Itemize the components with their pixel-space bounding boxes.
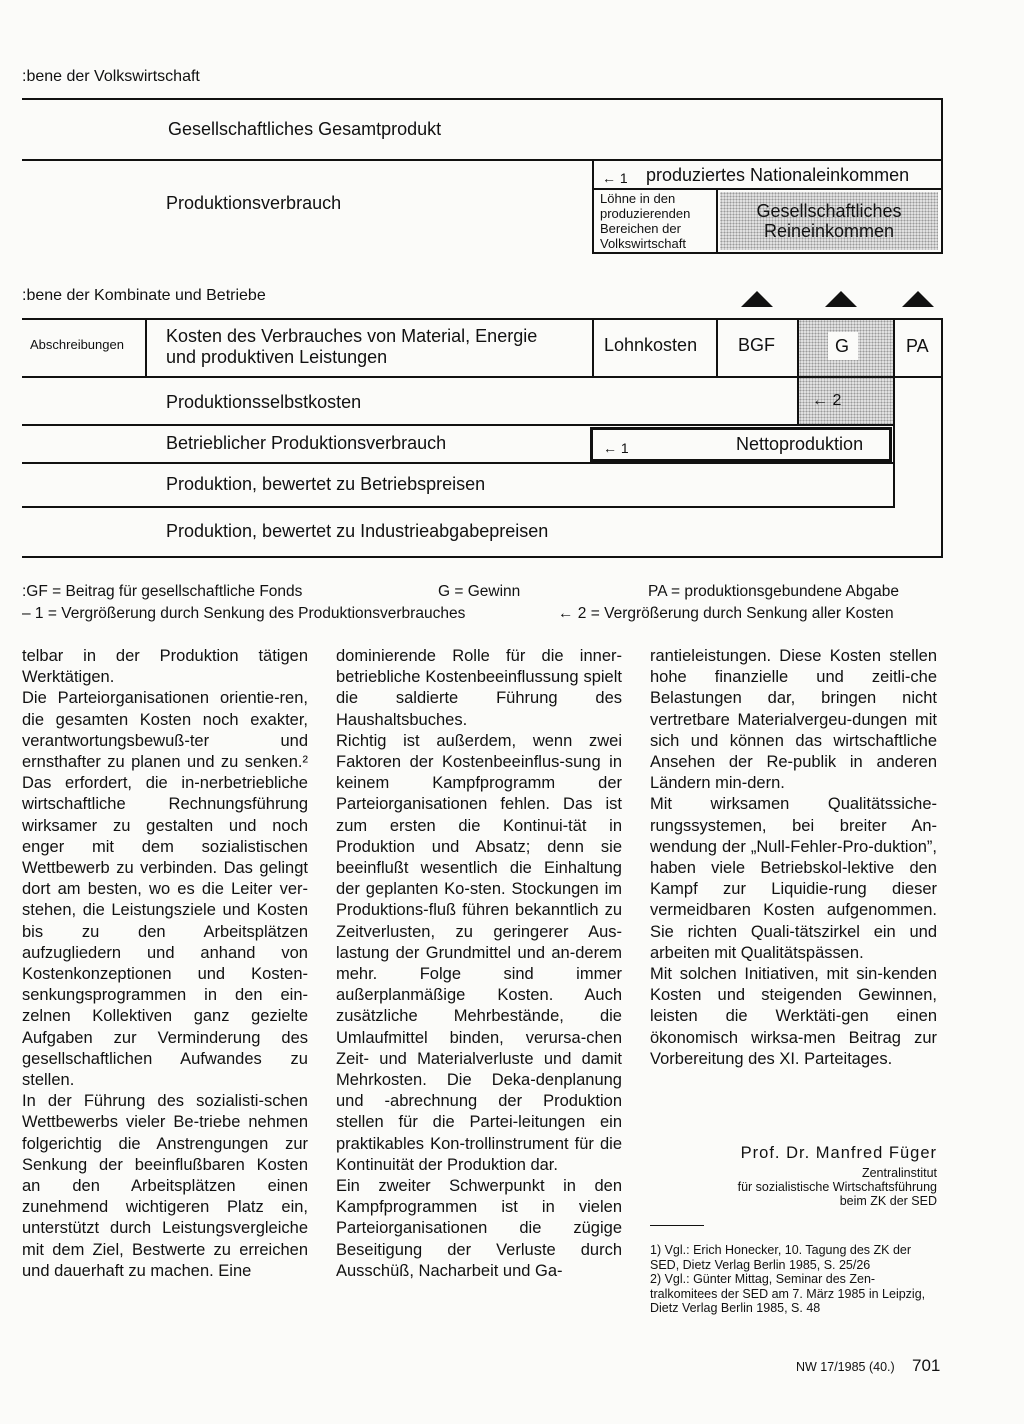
rule bbox=[22, 159, 593, 161]
footnote: 1) Vgl.: Erich Honecker, 10. Tagung des ZK der SED, Dietz Verlag Berlin 1985, S. 25/26 bbox=[650, 1243, 912, 1272]
triangle-marker-icon bbox=[825, 291, 857, 307]
rule bbox=[592, 252, 943, 254]
institute-line: beim ZK der SED bbox=[839, 1194, 937, 1208]
level1-title: :bene der Volkswirtschaft bbox=[22, 68, 200, 85]
reineinkommen-box bbox=[720, 192, 938, 250]
footnote: 2) Vgl.: Günter Mittag, Seminar des Zen-tralkomitees der SED am 7. März 1985 in Leipzig, Dietz Verlag Berlin 1985, S. 48 bbox=[650, 1272, 926, 1315]
issue-label: NW 17/1985 (40.) bbox=[796, 1360, 895, 1374]
rule bbox=[22, 376, 943, 378]
reineinkommen-line: Gesellschaftliches bbox=[756, 201, 902, 221]
nettoproduktion-label: Nettoproduktion bbox=[736, 434, 864, 454]
rule bbox=[22, 506, 895, 508]
level2-title: :bene der Kombinate und Betriebe bbox=[22, 287, 266, 304]
rule bbox=[145, 318, 147, 378]
bgf-label: BGF bbox=[738, 335, 776, 355]
institute-line: Zentralinstitut bbox=[861, 1166, 937, 1180]
loehne-line: Bereichen der bbox=[600, 221, 681, 236]
betriebspreise-label: Produktion, bewertet zu Betriebspreisen bbox=[166, 474, 486, 494]
legend-2: ← 2 = Vergrößerung durch Senkung aller Kosten bbox=[558, 605, 894, 622]
produktionsverbrauch-label: Produktionsverbrauch bbox=[166, 193, 342, 213]
institute-line: für sozialistische Wirtschaftsführung bbox=[737, 1180, 937, 1194]
rule bbox=[592, 318, 594, 378]
pa-label: PA bbox=[906, 336, 929, 356]
triangle-marker-icon bbox=[902, 291, 934, 307]
kosten-verbrauch-label bbox=[166, 326, 537, 368]
gesamtprodukt-label: Gesellschaftliches Gesamtprodukt bbox=[168, 119, 442, 139]
rule bbox=[593, 159, 943, 161]
rule bbox=[797, 318, 799, 426]
footnotes bbox=[650, 1243, 937, 1316]
industriepreise-label: Produktion, bewertet zu Industrieabgabepreisen bbox=[166, 521, 549, 541]
footnote-rule bbox=[650, 1225, 704, 1226]
text-column-3 bbox=[650, 646, 937, 1070]
g-label: G bbox=[835, 336, 850, 356]
legend-bgf: :GF = Beitrag für gesellschaftliche Fonds bbox=[22, 583, 303, 600]
legend-g: G = Gewinn bbox=[438, 583, 521, 600]
author-block bbox=[650, 1144, 937, 1208]
paragraph: Mit solchen Initiativen, mit sin-kenden Kosten und steigenden Gewinnen, leisten die Werktäti-gen einen ökonomisch wirksa-men Beitrag zur Vorbereitung des XI. Parteitages. bbox=[650, 965, 937, 1068]
paragraph: dominierende Rolle für die inner-betriebliche Kostenbeeinflussung spielt die saldierte Führung des Haushaltsbuches. bbox=[336, 647, 622, 729]
rule bbox=[22, 318, 943, 320]
paragraph: telbar in der Produktion tätigen Werktätigen. bbox=[22, 647, 308, 687]
text-column-1 bbox=[22, 646, 308, 1282]
abschreibungen-label: Abschreibungen bbox=[30, 337, 124, 352]
loehne-line: Volkswirtschaft bbox=[600, 236, 686, 251]
nationaleinkommen-label: produziertes Nationaleinkommen bbox=[646, 165, 910, 185]
arrow-1-label: ← 1 bbox=[602, 170, 628, 186]
rule bbox=[22, 462, 895, 464]
rule bbox=[22, 98, 943, 100]
loehne-line: produzierenden bbox=[600, 206, 691, 221]
rule bbox=[893, 318, 895, 508]
lohnkosten-label: Lohnkosten bbox=[604, 335, 698, 355]
rule bbox=[941, 98, 943, 254]
reineinkommen-line: Reineinkommen bbox=[763, 221, 895, 241]
arrow-1b-label: ← 1 bbox=[603, 440, 629, 456]
triangle-marker-icon bbox=[741, 291, 773, 307]
rule bbox=[592, 159, 594, 254]
paragraph: Richtig ist außerdem, wenn zwei Faktoren der Kostenbeeinflus-sung in keinem Kampfprogramm der Parteiorganisationen fehlen. Das ist zum ersten die Kontinui-tät in Produktion und Absatz; denn sie beeinflußt wesentlich die Einhaltung der geplanten Ko-sten. Stockungen im Produktions-fluß führen bekanntlich zu Zeitverlusten, zu geringerer Aus-lastung der Grundmittel und an-derem mehr. Folge sind immer außerplanmäßige Kosten. Auch zusätzliche Mehrbestände, die Umlaufmittel binden, verursa-chen Zeit- und Materialverluste und damit Mehrkosten. Die Deka-denplanung und -abrechnung der Produktion stellen für die Partei-leitungen ein praktikables Kon-trollinstrument für die Kontinuität der Produktion dar. bbox=[336, 731, 622, 1174]
legend-pa: PA = produktionsgebundene Abgabe bbox=[648, 583, 899, 600]
arrow-2-label: ← 2 bbox=[812, 392, 842, 409]
paragraph: Mit wirksamen Qualitätssiche-rungssystemen, bei breiter An-wendung der „Null-Fehler-Pro-duktion”, haben viele Betriebskol-lektive den Kampf zur Liquidie-rung dieser vermeidbaren Kosten aufgenommen. Sie richten Quali-tätszirkel ein und arbeiten mit Qualitätspässen. bbox=[650, 795, 937, 962]
kosten-line: und produktiven Leistungen bbox=[166, 347, 388, 367]
rule bbox=[22, 556, 943, 558]
page-number: 701 bbox=[912, 1356, 941, 1375]
rule bbox=[716, 318, 718, 378]
author-name: Prof. Dr. Manfred Füger bbox=[740, 1144, 937, 1162]
text-column-2 bbox=[336, 646, 622, 1282]
rule bbox=[941, 318, 943, 558]
kosten-line: Kosten des Verbrauches von Material, Energie bbox=[166, 326, 538, 346]
rule bbox=[592, 188, 943, 190]
rule bbox=[716, 188, 718, 254]
betr-verbrauch-label: Betrieblicher Produktionsverbrauch bbox=[166, 433, 447, 453]
paragraph: Die Parteiorganisationen orientie-ren, die gesamten Kosten noch exakter, verantwortungsbewuß-ter und ernsthafter zu planen und zu senken.² Das erfordert, die in-nerbetriebliche wirtschaftliche Rechnungsführung wirksamer zu gestalten und noch enger mit dem sozialistischen Wettbewerb zu verbinden. Das gelingt dort am besten, wo es die Leiter ver-stehen, die Leistungsziele und Kosten bis zu den Arbeitsplätzen aufzugliedern und anhand von Kostenkonzeptionen und Kosten-senkungsprogrammen in den ein-zelnen Kollektiven ganz gezielte Aufgaben zur Verminderung des gesellschaftlichen Aufwandes zu stellen. bbox=[22, 689, 308, 1090]
legend-1: – 1 = Vergrößerung durch Senkung des Produktionsverbrauches bbox=[22, 605, 466, 622]
selbstkosten-label: Produktionsselbstkosten bbox=[166, 392, 362, 412]
paragraph: rantieleistungen. Diese Kosten stellen hohe finanzielle und zeitli-che Belastungen dar, bringen nicht vertretbare Materialvergeu-dungen mit sich und können das wirtschaftliche Ansehen der Re-publik in anderen Ländern min-dern. bbox=[650, 647, 937, 793]
loehne-label bbox=[600, 191, 690, 251]
paragraph: In der Führung des sozialisti-schen Wettbewerbs vieler Be-triebe nehmen folgerichtig die Anstrengungen zur Senkung der beeinflußbaren Kosten an den Arbeitsplätzen einen zunehmend wichtigeren Platz ein, unterstützt durch Leistungsvergleiche mit dem Ziel, Bestwerte zu erreichen und dauerhaft zu machen. Eine bbox=[22, 1092, 308, 1280]
loehne-line: Löhne in den bbox=[600, 191, 676, 206]
paragraph: Ein zweiter Schwerpunkt in den Kampfprogrammen ist in vielen Parteiorganisationen die zügige Beseitigung der Verluste durch Ausschüß, Nacharbeit und Ga- bbox=[336, 1177, 622, 1280]
author-institute bbox=[650, 1166, 937, 1208]
rule bbox=[22, 424, 895, 426]
